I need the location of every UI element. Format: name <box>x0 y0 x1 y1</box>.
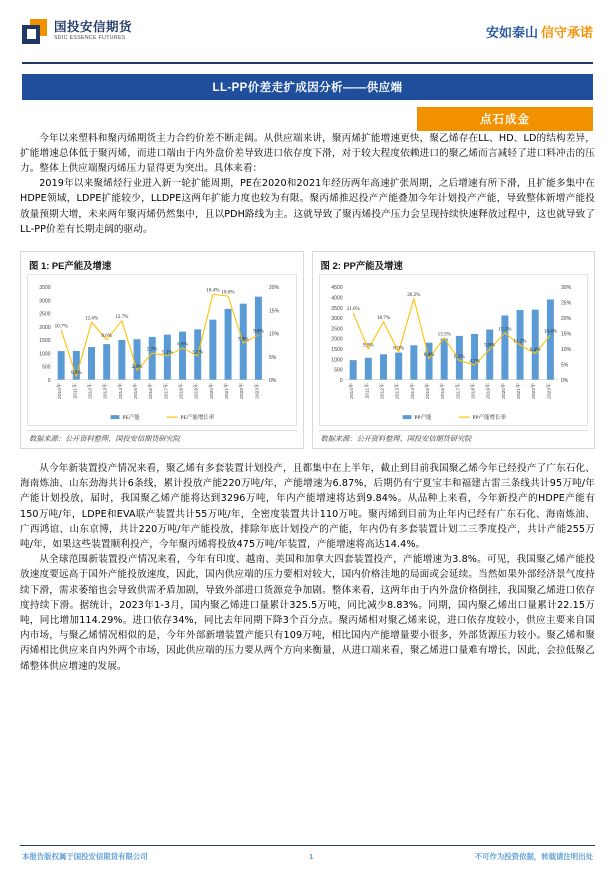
page-number: 1 <box>309 852 314 861</box>
svg-text:0: 0 <box>339 377 343 384</box>
svg-text:PE产能增长率: PE产能增长率 <box>180 415 215 422</box>
company-logo <box>22 19 132 44</box>
svg-text:20%: 20% <box>560 316 571 323</box>
svg-text:2012年: 2012年 <box>380 383 385 399</box>
svg-text:PP产能: PP产能 <box>413 415 432 422</box>
header-divider <box>22 62 593 64</box>
svg-text:0.6%: 0.6% <box>71 370 82 377</box>
paragraph-3: 从今年新装置投产情况来看，聚乙烯有多套装置计划投产，且都集中在上半年，截止到目前我国聚乙烯今年已经投产了广东石化、海南炼油、山东劲海共计6条线，累计投放产能220万吨/年，产能增速为6.87%，后期仍有宁夏宝丰和福建古雷三条线共计95万吨/年产能计划投放，届时，我国聚乙烯产能将达到3296万吨，年内产能增速将达到9.84%。从品种上来看，今年新投产的HDPE产能有150万吨/年，LDPE和EVA联产装置共计55万吨/年，全密度装置共计110万吨。聚丙烯到目前为止年内已经有广东石化、海南炼油、广西鸿谊、山东京博，共计220万吨/年产能投放，排除年底计划投产的产能，年内仍有多套装置计划二三季度投产，共计产能255万吨/年，如果这些装置顺利投产，今年聚丙烯将投放475万吨/年装置，产能增速将高达14.4%。 <box>20 463 595 551</box>
logo-name-cn: 国投安信期货 <box>54 20 133 35</box>
svg-text:2014年: 2014年 <box>410 383 416 399</box>
svg-text:500: 500 <box>333 367 343 374</box>
svg-text:15.1%: 15.1% <box>497 326 511 333</box>
svg-text:0%: 0% <box>560 377 568 384</box>
figure-1-plot <box>27 274 297 426</box>
svg-text:5%: 5% <box>268 354 277 361</box>
svg-text:8.4%: 8.4% <box>529 347 541 354</box>
svg-text:2018年: 2018年 <box>471 383 477 399</box>
svg-text:2000: 2000 <box>330 336 343 343</box>
page-footer <box>0 845 615 870</box>
figure-2-source: 数据来源：公开资料整理、国投安信期货研究院 <box>319 430 589 448</box>
svg-text:1500: 1500 <box>330 347 343 354</box>
footer-row <box>20 846 595 862</box>
figure-1 <box>20 251 304 449</box>
svg-text:2015年: 2015年 <box>425 383 431 399</box>
svg-text:2011年: 2011年 <box>73 383 79 399</box>
paragraph-1: 今年以来塑料和聚丙烯期货主力合约价差不断走阔。从供应端来讲，聚丙烯扩能增速更快，聚乙烯存在LL、HD、LD的结构差异，扩能增速总体低于聚丙烯，而进口端由于内外盘价差导致进口依存度下滑，对于较大程度依赖进口的聚乙烯而言减轻了进口料冲击的压力。整体上供应端聚丙烯压力显得更为突出。具体来看： <box>20 132 595 174</box>
logo-text <box>54 21 132 41</box>
svg-text:PE产能: PE产能 <box>122 415 140 422</box>
svg-text:15%: 15% <box>268 308 280 315</box>
svg-text:4.7%: 4.7% <box>468 358 480 365</box>
svg-text:2017年: 2017年 <box>164 383 170 399</box>
svg-text:15%: 15% <box>560 331 571 338</box>
svg-text:2021年: 2021年 <box>516 383 522 399</box>
svg-text:2022年: 2022年 <box>531 383 537 399</box>
svg-text:30%: 30% <box>560 285 571 292</box>
svg-text:18.7%: 18.7% <box>376 315 390 322</box>
report-title-band: LL-PP价差走扩成因分析——供应端 <box>22 74 593 100</box>
svg-text:2011年: 2011年 <box>364 383 370 399</box>
svg-text:2018年: 2018年 <box>179 383 185 399</box>
svg-text:2010年: 2010年 <box>349 383 355 399</box>
footer-copyright: 本报告版权属于国投安信期货有限公司 <box>22 852 148 861</box>
svg-text:11.2%: 11.2% <box>513 338 527 345</box>
svg-text:9.9%: 9.9% <box>362 342 374 349</box>
page-header <box>0 0 615 62</box>
svg-text:PP产能增长率: PP产能增长率 <box>471 415 506 422</box>
svg-text:18.0%: 18.0% <box>221 289 235 296</box>
article-body-top <box>20 131 595 237</box>
svg-text:2023年: 2023年 <box>255 383 261 399</box>
svg-text:25%: 25% <box>560 300 571 307</box>
article-body-bottom <box>20 461 595 674</box>
svg-text:2014年: 2014年 <box>118 383 124 399</box>
svg-text:8.9%: 8.9% <box>392 345 404 352</box>
sdic-logo-icon <box>22 19 48 44</box>
svg-text:0%: 0% <box>268 377 277 384</box>
slogan-part-1: 安如泰山 <box>485 24 538 40</box>
svg-text:10.7%: 10.7% <box>54 323 68 330</box>
svg-text:2021年: 2021年 <box>225 383 231 399</box>
svg-text:9.8%: 9.8% <box>483 342 495 349</box>
svg-text:21.6%: 21.6% <box>346 306 360 313</box>
svg-text:20%: 20% <box>268 285 280 292</box>
svg-text:1000: 1000 <box>330 357 343 364</box>
svg-text:13.5%: 13.5% <box>437 331 451 338</box>
svg-text:2500: 2500 <box>39 311 51 318</box>
svg-text:0: 0 <box>47 377 51 384</box>
svg-text:2013年: 2013年 <box>103 383 109 399</box>
svg-text:2013年: 2013年 <box>395 383 401 399</box>
svg-text:8.6%: 8.6% <box>101 333 112 340</box>
svg-text:2023年: 2023年 <box>546 383 552 399</box>
svg-text:5.7%: 5.7% <box>146 346 158 353</box>
svg-text:2017年: 2017年 <box>455 383 461 399</box>
svg-text:2010年: 2010年 <box>58 383 64 399</box>
svg-text:2020年: 2020年 <box>501 383 507 399</box>
svg-text:2019年: 2019年 <box>486 383 492 399</box>
badge-row <box>22 107 593 131</box>
paragraph-2: 2019年以来聚烯烃行业进入新一轮扩能周期，PE在2020和2021年经历两年高速扩张周期，之后增速有所下滑，且扩能多集中在HDPE领域，LDPE扩能较少，LLDPE这两年扩能力度也较为有限。聚丙烯推迟投产产能叠加今年计划投产产能，导致整体新增产能投放量预期大增，未来两年聚丙烯仍然集中，且以PDH路线为主。这就导致了聚丙烯投产压力会呈现持续快速释放过程中，这也就导致了LL-PP价差有长期走阔的驱动。 <box>20 178 595 235</box>
svg-text:12.4%: 12.4% <box>84 315 99 322</box>
figures-row <box>20 251 595 449</box>
svg-text:6.2%: 6.2% <box>453 353 465 360</box>
figure-1-source: 数据来源：公开资料整理、国投安信期货研究院 <box>27 430 297 448</box>
svg-text:2022年: 2022年 <box>240 383 246 399</box>
svg-text:2012年: 2012年 <box>88 383 94 399</box>
figure-2 <box>312 251 596 449</box>
svg-text:2016年: 2016年 <box>149 383 155 399</box>
svg-text:6.8%: 6.8% <box>177 341 188 348</box>
svg-text:4000: 4000 <box>330 295 343 302</box>
svg-text:3500: 3500 <box>330 305 343 312</box>
svg-text:5%: 5% <box>560 362 568 369</box>
svg-text:6.8%: 6.8% <box>423 352 434 359</box>
svg-text:2.0%: 2.0% <box>131 363 143 370</box>
svg-text:14.4%: 14.4% <box>543 328 557 335</box>
svg-text:10%: 10% <box>268 331 280 338</box>
svg-text:10%: 10% <box>560 347 571 354</box>
svg-text:3000: 3000 <box>330 316 343 323</box>
svg-text:9.6%: 9.6% <box>253 328 264 335</box>
svg-text:12.7%: 12.7% <box>115 314 129 321</box>
header-slogan <box>486 22 593 41</box>
figure-1-title: 图 1: PE产能及增速 <box>29 260 112 272</box>
svg-text:1500: 1500 <box>39 338 51 345</box>
svg-text:2500: 2500 <box>330 326 343 333</box>
paragraph-4: 从全球范围新装置投产情况来看，今年有印度、越南、美国和加拿大四套装置投产，产能增速为3.8%。可见，我国聚乙烯产能投放速度要远高于国外产能投放速度，因此，国内供应端的压力要相对较大，国内价格洼地的局面或会延续。当然如果外部经济景气度持续下滑，需求萎缩也会导致供需矛盾加剧，导致外部进口货源竞争加剧。整体来看，这两年由于内外盘价格倒挂，我国聚乙烯进口依存度持续下滑。据统计，2023年1-3月，国内聚乙烯进口量累计325.5万吨，同比减少8.83%。同期，国内聚乙烯出口量累计22.15万吨，同比增加114.29%。进口依存34%，同比去年同期下降3个百分点。聚丙烯相对聚乙烯来说，进口依存度较小，供应主要来自国内市场，与聚乙烯情况相似的是，今年外部新增装置产能只有109万吨，相比国内产能增量要小很多，外部货源压力较小。聚乙烯和聚丙烯相比供应来自内外两个市场，因此供应端的压力要从两个方向来衡量，从进口端来看，聚乙烯进口量难有增长，因此，会拉低聚乙烯整体供应增速的发展。 <box>20 554 595 672</box>
logo-name-en: SDIC ESSENCE FUTURES <box>54 34 126 41</box>
svg-text:3000: 3000 <box>39 298 51 305</box>
svg-text:4500: 4500 <box>330 285 343 292</box>
footer-disclaimer: 不可作为投资依据，转载请注明出处 <box>474 852 593 861</box>
svg-text:3500: 3500 <box>39 285 51 292</box>
svg-text:5.1%: 5.1% <box>192 349 204 356</box>
svg-text:2000: 2000 <box>39 324 51 331</box>
svg-text:2016年: 2016年 <box>440 383 446 399</box>
figure-2-plot <box>319 274 589 426</box>
column-badge: 点石成金 <box>417 107 593 131</box>
svg-text:7.9%: 7.9% <box>237 336 249 343</box>
slogan-part-2: 信守承诺 <box>540 24 593 40</box>
svg-text:5.1%: 5.1% <box>162 349 173 356</box>
svg-text:1000: 1000 <box>39 351 51 358</box>
svg-text:2019年: 2019年 <box>194 383 200 399</box>
svg-text:2015年: 2015年 <box>134 383 140 399</box>
svg-text:18.4%: 18.4% <box>206 287 220 294</box>
figure-2-title: 图 2: PP产能及增速 <box>320 260 403 272</box>
svg-text:500: 500 <box>42 364 51 371</box>
svg-text:2020年: 2020年 <box>209 383 215 399</box>
svg-text:26.2%: 26.2% <box>406 292 420 299</box>
